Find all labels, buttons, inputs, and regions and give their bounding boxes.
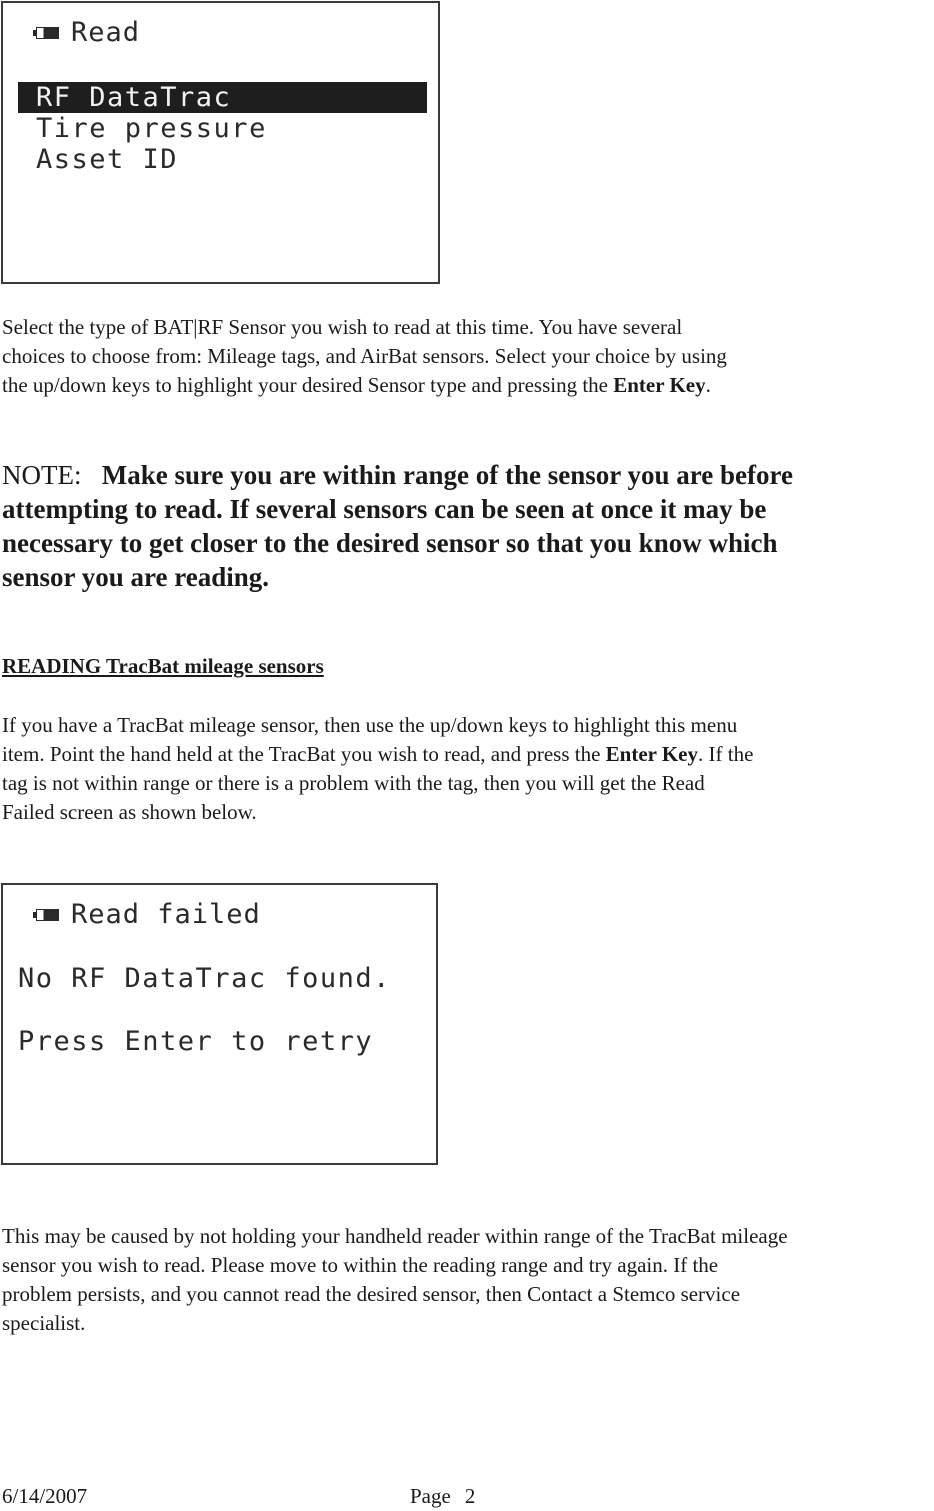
closing-line: sensor you wish to read. Please move to within the reading range and try again. If the [2, 1253, 719, 1277]
footer-page [410, 1484, 475, 1509]
read-menu-screen [1, 1, 440, 284]
battery-icon [33, 27, 59, 39]
intro-paragraph [2, 313, 932, 400]
tracbat-line: Failed screen as shown below. [2, 800, 257, 824]
note-line: attempting to read. If several sensors can be seen at once it may be [2, 494, 767, 524]
page-label: Page [410, 1484, 451, 1508]
tracbat-line: tag is not within range or there is a problem with the tag, then you will get the Read [2, 771, 705, 795]
error-message: No RF DataTrac found. [18, 963, 391, 994]
tracbat-line: If you have a TracBat mileage sensor, then use the up/down keys to highlight this menu [2, 713, 738, 737]
note-line: Make sure you are within range of the sensor you are before [101, 460, 793, 490]
intro-end: . [705, 373, 711, 397]
menu-item-rf-datatrac[interactable]: RF DataTrac [18, 82, 427, 113]
page-number: 2 [464, 1484, 476, 1508]
read-failed-screen [1, 883, 438, 1165]
screen-title [33, 899, 261, 930]
sensor-type-menu [18, 82, 427, 175]
closing-line: specialist. [2, 1311, 86, 1335]
enter-key-label: Enter Key [613, 373, 706, 397]
menu-item-tire-pressure[interactable]: Tire pressure [36, 113, 267, 144]
menu-item-asset-id[interactable]: Asset ID [36, 144, 179, 175]
note-label: NOTE: [2, 460, 82, 490]
tracbat-line: . If the [698, 742, 754, 766]
closing-paragraph [2, 1222, 932, 1338]
battery-icon [33, 909, 59, 921]
intro-line: choices to choose from: Mileage tags, and AirBat sensors. Select your choice by using [2, 344, 727, 368]
tracbat-line: item. Point the hand held at the TracBat you wish to read, and press the [2, 742, 606, 766]
footer-date: 6/14/2007 [2, 1484, 88, 1508]
enter-key-label: Enter Key [605, 742, 699, 766]
tracbat-paragraph [2, 711, 932, 827]
closing-line: This may be caused by not holding your handheld reader within range of the TracBat mileage [2, 1224, 788, 1248]
screen-title-text: Read failed [71, 899, 261, 930]
screen-title [33, 17, 140, 48]
screen-title-text: Read [71, 17, 141, 48]
note-line: necessary to get closer to the desired sensor so that you know which [2, 528, 778, 558]
retry-prompt: Press Enter to retry [18, 1026, 374, 1057]
closing-line: problem persists, and you cannot read the desired sensor, then Contact a Stemco service [2, 1282, 741, 1306]
intro-line: Select the type of BAT|RF Sensor you wish to read at this time. You have several [2, 315, 683, 339]
section-heading: READING TracBat mileage sensors [2, 654, 324, 678]
note-line: sensor you are reading. [2, 562, 270, 592]
note-paragraph [2, 458, 932, 594]
intro-line: the up/down keys to highlight your desired Sensor type and pressing the [2, 373, 614, 397]
